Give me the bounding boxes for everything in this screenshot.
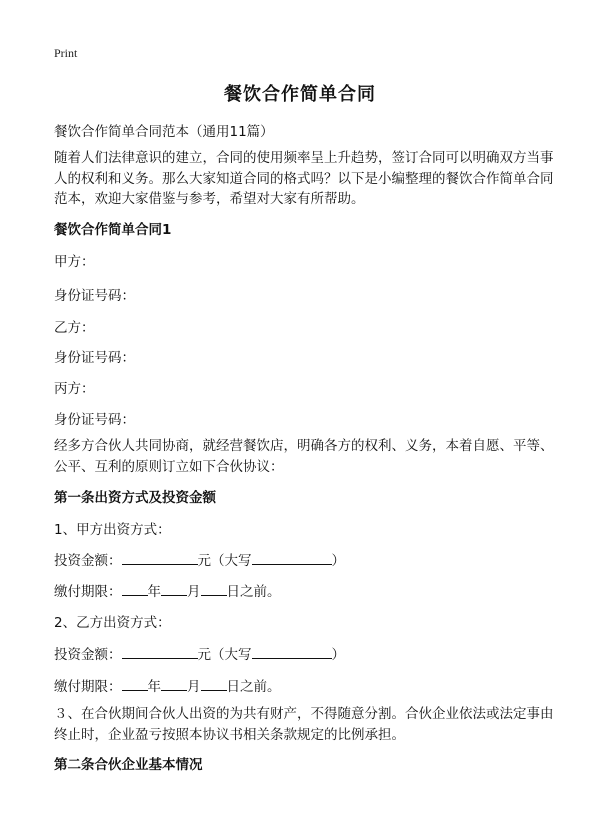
invest-amount-row-1 (54, 549, 345, 569)
year-label: 年 (147, 679, 161, 695)
party-c-label: 丙方： (54, 381, 95, 397)
month-blank[interactable] (161, 581, 187, 596)
article-2-heading: 第二条合伙企业基本情况 (54, 757, 203, 773)
close-paren: ） (331, 647, 345, 663)
month-blank[interactable] (161, 676, 187, 691)
item-2-label: 2、乙方出资方式： (54, 615, 171, 631)
invest-amount-row-2 (54, 643, 345, 663)
amount-blank[interactable] (122, 550, 198, 565)
pay-deadline-row-1 (54, 580, 281, 600)
day-blank[interactable] (201, 676, 227, 691)
pay-deadline-label: 缴付期限： (54, 679, 122, 695)
yuan-daxie-label: 元（大写 (197, 647, 252, 663)
item-3-paragraph: ３、在合伙期间合伙人出资的为共有财产，不得随意分割。合伙企业依法或法定事由终止时，企业盈亏按照本协议书相关条款规定的比例承担。 (54, 706, 554, 743)
month-label: 月 (187, 679, 201, 695)
document-title: 餐饮合作简单合同 (224, 84, 376, 105)
party-a-label: 甲方： (54, 254, 95, 270)
section-heading-1: 餐饮合作简单合同1 (54, 222, 172, 238)
day-before-label: 日之前。 (226, 679, 281, 695)
pay-deadline-label: 缴付期限： (54, 584, 122, 600)
close-paren: ） (331, 553, 345, 569)
year-blank[interactable] (122, 581, 148, 596)
pay-deadline-row-2 (54, 675, 281, 695)
party-b-label: 乙方： (54, 320, 95, 336)
item-1-label: 1、甲方出资方式： (54, 522, 171, 538)
year-blank[interactable] (122, 676, 148, 691)
article-1-heading: 第一条出资方式及投资金额 (54, 490, 216, 506)
subtitle: 餐饮合作简单合同范本（通用11篇） (54, 124, 274, 140)
yuan-daxie-label: 元（大写 (197, 553, 252, 569)
party-a-id-label: 身份证号码： (54, 288, 135, 304)
amount-blank[interactable] (122, 644, 198, 659)
year-label: 年 (147, 584, 161, 600)
invest-amount-label: 投资金额： (54, 553, 122, 569)
intro-paragraph: 随着人们法律意识的建立，合同的使用频率呈上升趋势，签订合同可以明确双方当事人的权利和义务。那么大家知道合同的格式吗？以下是小编整理的餐饮合作简单合同范本，欢迎大家借鉴与参考，希望对大家有所帮助。 (54, 150, 554, 207)
print-label: Print (54, 46, 78, 60)
amount-words-blank[interactable] (252, 550, 332, 565)
month-label: 月 (187, 584, 201, 600)
day-blank[interactable] (201, 581, 227, 596)
day-before-label: 日之前。 (226, 584, 281, 600)
amount-words-blank[interactable] (252, 644, 332, 659)
invest-amount-label: 投资金额： (54, 647, 122, 663)
party-b-id-label: 身份证号码： (54, 350, 135, 366)
party-c-id-label: 身份证号码： (54, 412, 135, 428)
agreement-paragraph: 经多方合伙人共同协商，就经营餐饮店，明确各方的权利、义务，本着自愿、平等、公平、互利的原则订立如下合伙协议： (54, 438, 554, 475)
